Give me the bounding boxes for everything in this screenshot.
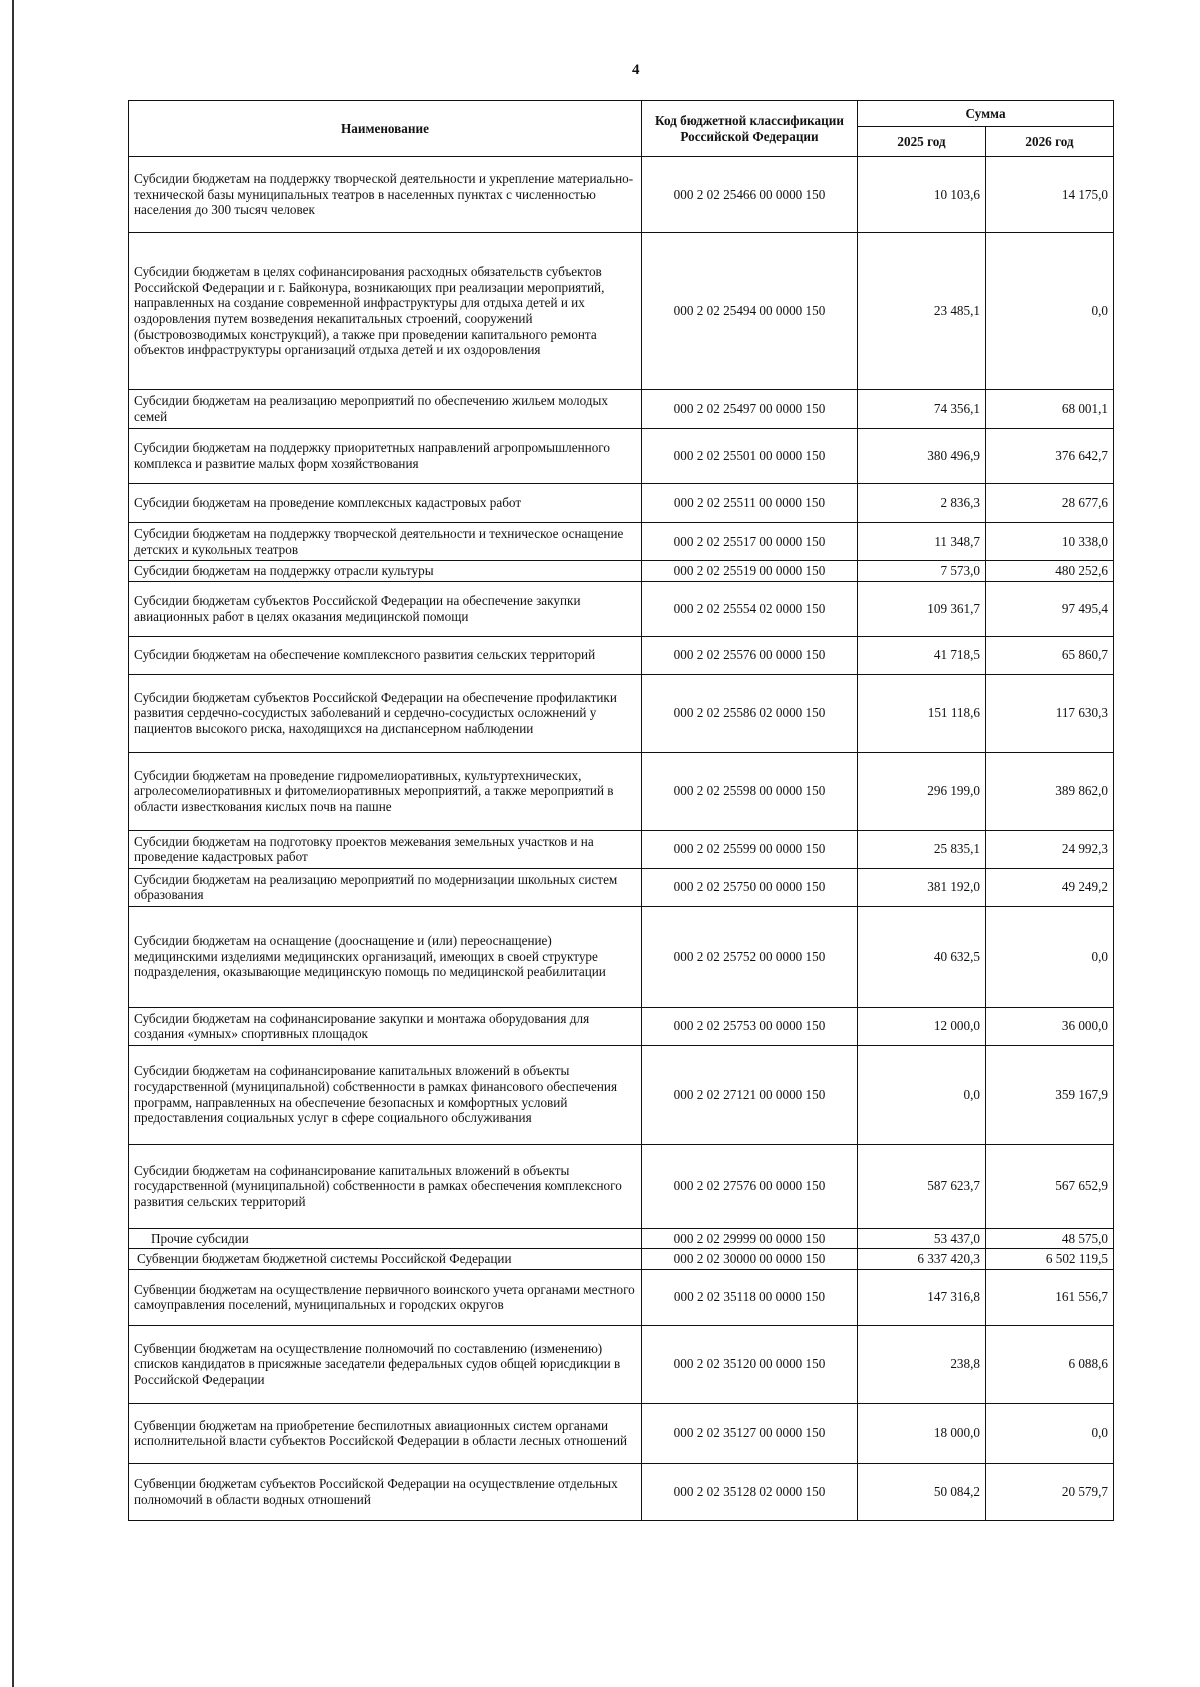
- row-name: Субсидии бюджетам на поддержку приоритетных направлений агропромышленного комплекса и развитие малых форм хозяйствования: [129, 429, 642, 484]
- table-row: [129, 1249, 1114, 1270]
- row-2026: 0,0: [986, 233, 1114, 390]
- table-row: [129, 1463, 1114, 1520]
- header-name: Наименование: [129, 101, 642, 157]
- row-2025: 6 337 420,3: [858, 1249, 986, 1270]
- row-2025: 109 361,7: [858, 581, 986, 636]
- row-2025: 381 192,0: [858, 868, 986, 906]
- row-2026: 28 677,6: [986, 484, 1114, 523]
- row-code: 000 2 02 29999 00 0000 150: [642, 1228, 858, 1249]
- row-name: Субсидии бюджетам в целях софинансирования расходных обязательств субъектов Российской Федерации и г. Байконура, возникающих при реализации мероприятий, направленных на создание современной инфраструктуры для отдыха детей и их оздоровления путем возведения некапитальных строений, сооружений (быстровозводимых конструкций), а также при проведении капитального ремонта объектов инфраструктуры организаций отдыха детей и их оздоровления: [129, 233, 642, 390]
- row-name: Субсидии бюджетам субъектов Российской Федерации на обеспечение профилактики развития сердечно-сосудистых заболеваний и сердечно-сосудистых осложнений у пациентов высокого риска, находящихся на диспансерном наблюдении: [129, 674, 642, 752]
- table-row: [129, 636, 1114, 674]
- row-name: Субсидии бюджетам на оснащение (дооснащение и (или) переоснащение) медицинскими изделиями медицинских организаций, имеющих в своей структуре подразделения, оказывающие медицинскую помощь по медицинской реабилитации: [129, 906, 642, 1007]
- row-name: Субсидии бюджетам на поддержку творческой деятельности и укрепление материально-технической базы муниципальных театров в населенных пунктах с численностью населения до 300 тысяч человек: [129, 157, 642, 233]
- row-name: Субсидии бюджетам на подготовку проектов межевания земельных участков и на проведение кадастровых работ: [129, 830, 642, 868]
- row-code: 000 2 02 25586 02 0000 150: [642, 674, 858, 752]
- row-name: Субсидии бюджетам субъектов Российской Федерации на обеспечение закупки авиационных работ в целях оказания медицинской помощи: [129, 581, 642, 636]
- row-2025: 380 496,9: [858, 429, 986, 484]
- header-year-2025: 2025 год: [858, 127, 986, 157]
- row-name: Субсидии бюджетам на поддержку творческой деятельности и техническое оснащение детских и кукольных театров: [129, 523, 642, 561]
- row-2026: 20 579,7: [986, 1463, 1114, 1520]
- table-row: [129, 1045, 1114, 1144]
- row-name: Субсидии бюджетам на обеспечение комплексного развития сельских территорий: [129, 636, 642, 674]
- row-2025: 147 316,8: [858, 1269, 986, 1325]
- row-name: Субвенции бюджетам на осуществление полномочий по составлению (изменению) списков кандидатов в присяжные заседатели федеральных судов общей юрисдикции в Российской Федерации: [129, 1325, 642, 1403]
- row-2025: 587 623,7: [858, 1144, 986, 1228]
- row-2025: 41 718,5: [858, 636, 986, 674]
- row-2026: 161 556,7: [986, 1269, 1114, 1325]
- row-2026: 24 992,3: [986, 830, 1114, 868]
- table-row: [129, 1325, 1114, 1403]
- table-row: [129, 1144, 1114, 1228]
- table-row: [129, 157, 1114, 233]
- scan-edge-line: [12, 0, 14, 1687]
- row-2026: 48 575,0: [986, 1228, 1114, 1249]
- row-2026: 359 167,9: [986, 1045, 1114, 1144]
- table-row: [129, 1228, 1114, 1249]
- row-name: Субсидии бюджетам на софинансирование закупки и монтажа оборудования для создания «умных» спортивных площадок: [129, 1007, 642, 1045]
- table-row: [129, 484, 1114, 523]
- table-row: [129, 674, 1114, 752]
- row-code: 000 2 02 25753 00 0000 150: [642, 1007, 858, 1045]
- row-2025: 151 118,6: [858, 674, 986, 752]
- table-row: [129, 868, 1114, 906]
- table-header: [129, 101, 1114, 157]
- row-code: 000 2 02 25554 02 0000 150: [642, 581, 858, 636]
- table-row: [129, 233, 1114, 390]
- row-name: Субсидии бюджетам на проведение гидромелиоративных, культуртехнических, агролесомелиоративных и фитомелиоративных мероприятий, а также мероприятий в области известкования кислых почв на пашне: [129, 752, 642, 830]
- row-code: 000 2 02 25519 00 0000 150: [642, 561, 858, 582]
- row-code: 000 2 02 25466 00 0000 150: [642, 157, 858, 233]
- row-2025: 25 835,1: [858, 830, 986, 868]
- row-code: 000 2 02 25752 00 0000 150: [642, 906, 858, 1007]
- header-sum: Сумма: [858, 101, 1114, 127]
- row-2025: 7 573,0: [858, 561, 986, 582]
- row-name: Субсидии бюджетам на софинансирование капитальных вложений в объекты государственной (муниципальной) собственности в рамках финансового обеспечения программ, направленных на обеспечение безопасных и комфортных условий предоставления социальных услуг в сфере социального обслуживания: [129, 1045, 642, 1144]
- row-2025: 238,8: [858, 1325, 986, 1403]
- row-name: Субсидии бюджетам на реализацию мероприятий по обеспечению жильем молодых семей: [129, 390, 642, 429]
- table-row: [129, 523, 1114, 561]
- row-code: 000 2 02 25599 00 0000 150: [642, 830, 858, 868]
- row-2026: 65 860,7: [986, 636, 1114, 674]
- row-name: Субвенции бюджетам бюджетной системы Российской Федерации: [129, 1249, 642, 1270]
- row-code: 000 2 02 25494 00 0000 150: [642, 233, 858, 390]
- row-code: 000 2 02 25517 00 0000 150: [642, 523, 858, 561]
- row-2026: 480 252,6: [986, 561, 1114, 582]
- row-2026: 6 088,6: [986, 1325, 1114, 1403]
- row-name: Субвенции бюджетам на осуществление первичного воинского учета органами местного самоуправления поселений, муниципальных и городских округов: [129, 1269, 642, 1325]
- row-code: 000 2 02 27576 00 0000 150: [642, 1144, 858, 1228]
- row-code: 000 2 02 25511 00 0000 150: [642, 484, 858, 523]
- budget-table: [128, 100, 1114, 1521]
- table-row: [129, 429, 1114, 484]
- row-2026: 0,0: [986, 1403, 1114, 1463]
- table-row: [129, 1403, 1114, 1463]
- row-code: 000 2 02 35120 00 0000 150: [642, 1325, 858, 1403]
- row-2026: 376 642,7: [986, 429, 1114, 484]
- row-code: 000 2 02 30000 00 0000 150: [642, 1249, 858, 1270]
- row-name: Субсидии бюджетам на поддержку отрасли культуры: [129, 561, 642, 582]
- header-code: Код бюджетной классификации Российской Федерации: [642, 101, 858, 157]
- row-2025: 53 437,0: [858, 1228, 986, 1249]
- row-name: Субсидии бюджетам на проведение комплексных кадастровых работ: [129, 484, 642, 523]
- table-row: [129, 906, 1114, 1007]
- row-2026: 6 502 119,5: [986, 1249, 1114, 1270]
- row-name: Субвенции бюджетам субъектов Российской Федерации на осуществление отдельных полномочий в области водных отношений: [129, 1463, 642, 1520]
- row-name: Субсидии бюджетам на реализацию мероприятий по модернизации школьных систем образования: [129, 868, 642, 906]
- row-2025: 23 485,1: [858, 233, 986, 390]
- table-row: [129, 752, 1114, 830]
- row-code: 000 2 02 27121 00 0000 150: [642, 1045, 858, 1144]
- row-code: 000 2 02 25576 00 0000 150: [642, 636, 858, 674]
- table-row: [129, 390, 1114, 429]
- table-row: [129, 581, 1114, 636]
- row-2025: 12 000,0: [858, 1007, 986, 1045]
- table-row: [129, 1269, 1114, 1325]
- row-code: 000 2 02 25501 00 0000 150: [642, 429, 858, 484]
- row-name: Субвенции бюджетам на приобретение беспилотных авиационных систем органами исполнительной власти субъектов Российской Федерации в области лесных отношений: [129, 1403, 642, 1463]
- row-2025: 40 632,5: [858, 906, 986, 1007]
- row-2026: 117 630,3: [986, 674, 1114, 752]
- row-2026: 49 249,2: [986, 868, 1114, 906]
- table-body: [129, 157, 1114, 1521]
- row-code: 000 2 02 25497 00 0000 150: [642, 390, 858, 429]
- row-2025: 296 199,0: [858, 752, 986, 830]
- row-name: Субсидии бюджетам на софинансирование капитальных вложений в объекты государственной (муниципальной) собственности в рамках обеспечения комплексного развития сельских территорий: [129, 1144, 642, 1228]
- table-row: [129, 561, 1114, 582]
- row-code: 000 2 02 25750 00 0000 150: [642, 868, 858, 906]
- row-2026: 567 652,9: [986, 1144, 1114, 1228]
- row-2026: 14 175,0: [986, 157, 1114, 233]
- row-2025: 18 000,0: [858, 1403, 986, 1463]
- row-2026: 389 862,0: [986, 752, 1114, 830]
- row-2025: 2 836,3: [858, 484, 986, 523]
- header-year-2026: 2026 год: [986, 127, 1114, 157]
- row-2025: 0,0: [858, 1045, 986, 1144]
- row-2025: 10 103,6: [858, 157, 986, 233]
- row-code: 000 2 02 35128 02 0000 150: [642, 1463, 858, 1520]
- table-row: [129, 830, 1114, 868]
- row-2025: 50 084,2: [858, 1463, 986, 1520]
- row-code: 000 2 02 35127 00 0000 150: [642, 1403, 858, 1463]
- row-2025: 74 356,1: [858, 390, 986, 429]
- page-number: 4: [632, 62, 640, 78]
- row-2026: 97 495,4: [986, 581, 1114, 636]
- table-row: [129, 1007, 1114, 1045]
- row-2026: 36 000,0: [986, 1007, 1114, 1045]
- row-2026: 10 338,0: [986, 523, 1114, 561]
- row-2025: 11 348,7: [858, 523, 986, 561]
- row-code: 000 2 02 25598 00 0000 150: [642, 752, 858, 830]
- row-code: 000 2 02 35118 00 0000 150: [642, 1269, 858, 1325]
- row-2026: 0,0: [986, 906, 1114, 1007]
- row-name: Прочие субсидии: [129, 1228, 642, 1249]
- row-2026: 68 001,1: [986, 390, 1114, 429]
